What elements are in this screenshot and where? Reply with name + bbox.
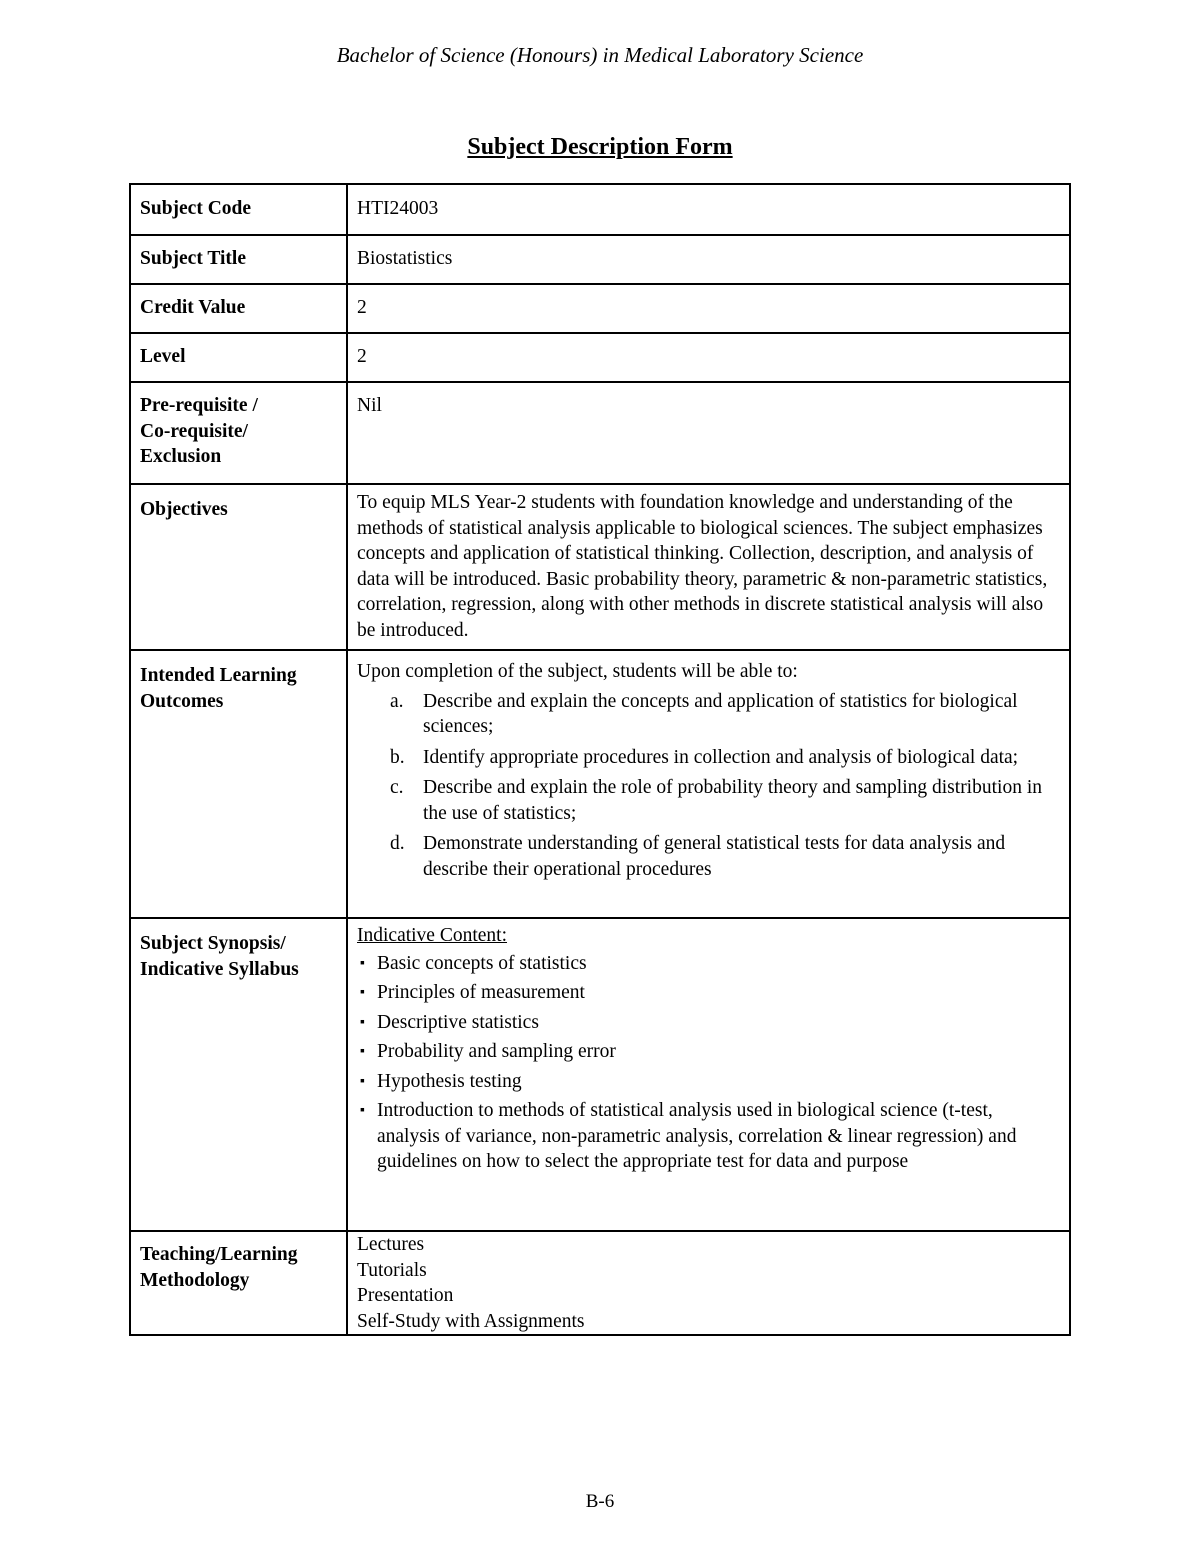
synopsis-list — [357, 951, 1060, 1175]
table-row-objectives — [130, 484, 1070, 650]
table-row-subject-code — [130, 184, 1070, 235]
table-row-level — [130, 333, 1070, 382]
subject-title-value: Biostatistics — [347, 235, 1070, 284]
subject-code-label: Subject Code — [130, 184, 347, 235]
square-bullet-icon: ▪ — [360, 955, 365, 971]
ilo-intro: Upon completion of the subject, students will be able to: — [357, 661, 798, 682]
table-row-teaching-methodology — [130, 1231, 1070, 1335]
prerequisite-label-line: Pre-requisite / — [140, 395, 258, 416]
prerequisite-label-line: Co-requisite/ — [140, 420, 248, 442]
teaching-value — [347, 1231, 1070, 1335]
ilo-label — [130, 650, 347, 918]
list-item-text: Describe and explain the concepts and application of statistics for biological sciences; — [423, 690, 1018, 737]
square-bullet-icon: ▪ — [360, 1073, 365, 1089]
running-header: Bachelor of Science (Honours) in Medical Laboratory Science — [336, 43, 864, 67]
list-item — [357, 831, 1060, 882]
subject-title-label: Subject Title — [130, 235, 347, 284]
list-item — [357, 689, 1060, 740]
synopsis-label — [130, 918, 347, 1231]
teaching-method-item: Self-Study with Assignments — [357, 1310, 585, 1332]
list-item-text: Identify appropriate procedures in collection and analysis of biological data; — [423, 746, 1019, 768]
list-item-text: Basic concepts of statistics — [377, 952, 587, 974]
teaching-method-item: Presentation — [357, 1285, 454, 1306]
list-marker: a. — [390, 690, 404, 712]
objectives-label: Objectives — [130, 484, 347, 650]
list-item — [357, 745, 1060, 771]
list-item-text: Principles of measurement — [377, 982, 585, 1003]
list-item — [357, 1098, 1060, 1175]
table-row-intended-learning-outcomes — [130, 650, 1070, 918]
teaching-label-line: Teaching/Learning — [140, 1244, 298, 1265]
list-item — [357, 951, 1060, 977]
credit-value-label: Credit Value — [130, 284, 347, 333]
list-item-text: Describe and explain the role of probability theory and sampling distribution in the use of statistics; — [423, 777, 1042, 824]
table-row-credit-value — [130, 284, 1070, 333]
form-title: Subject Description Form — [467, 134, 733, 160]
ilo-value — [347, 650, 1070, 918]
credit-value-value: 2 — [347, 284, 1070, 333]
subject-description-table — [129, 183, 1071, 1336]
teaching-method-item: Lectures — [357, 1234, 425, 1255]
synopsis-heading: Indicative Content: — [357, 925, 508, 946]
teaching-label — [130, 1231, 347, 1335]
synopsis-label-line: Indicative Syllabus — [140, 958, 299, 980]
list-item-text: Hypothesis testing — [377, 1070, 522, 1092]
objectives-value: To equip MLS Year-2 students with foundation knowledge and understanding of the methods of statistical analysis applicable to biological sciences. The subject emphasizes concepts and application of statistical thinking. Collection, description, and analysis of data will be introduced. Basic probability theory, parametric & non-parametric statistics, correlation, regression, along with other methods in discrete statistical analysis will also be introduced. — [347, 484, 1070, 650]
list-item — [357, 775, 1060, 826]
list-item-text: Introduction to methods of statistical analysis used in biological science (t-test, analysis of variance, non-parametric analysis, correlation & linear regression) and guidelines on how to select the appropriate test for data and purpose — [377, 1100, 1017, 1172]
prerequisite-label-line: Exclusion — [140, 446, 222, 467]
table-row-subject-title — [130, 235, 1070, 284]
list-item — [357, 980, 1060, 1006]
level-value: 2 — [347, 333, 1070, 382]
synopsis-value — [347, 918, 1070, 1231]
table-row-prerequisite — [130, 382, 1070, 484]
list-item-text: Descriptive statistics — [377, 1011, 539, 1033]
teaching-label-line: Methodology — [140, 1269, 250, 1291]
square-bullet-icon: ▪ — [360, 1103, 365, 1118]
list-item — [357, 1069, 1060, 1095]
ilo-list — [357, 689, 1060, 883]
synopsis-label-line: Subject Synopsis/ — [140, 933, 286, 954]
list-item-text: Demonstrate understanding of general statistical tests for data analysis and describe their operational procedures — [423, 833, 1006, 880]
ilo-label-line: Intended Learning — [140, 665, 297, 686]
page-number: B-6 — [585, 1491, 615, 1512]
square-bullet-icon: ▪ — [360, 985, 365, 1000]
list-marker: d. — [390, 833, 405, 854]
square-bullet-icon: ▪ — [360, 1014, 365, 1030]
list-item-text: Probability and sampling error — [377, 1041, 616, 1062]
table-row-synopsis — [130, 918, 1070, 1231]
level-label: Level — [130, 333, 347, 382]
prerequisite-label — [130, 382, 347, 484]
teaching-method-item: Tutorials — [357, 1259, 427, 1281]
prerequisite-value: Nil — [347, 382, 1070, 484]
list-marker: b. — [390, 746, 405, 768]
ilo-label-line: Outcomes — [140, 690, 224, 712]
square-bullet-icon: ▪ — [360, 1044, 365, 1059]
list-marker: c. — [390, 777, 404, 798]
list-item — [357, 1010, 1060, 1036]
list-item — [357, 1039, 1060, 1065]
subject-code-value: HTI24003 — [347, 184, 1070, 235]
